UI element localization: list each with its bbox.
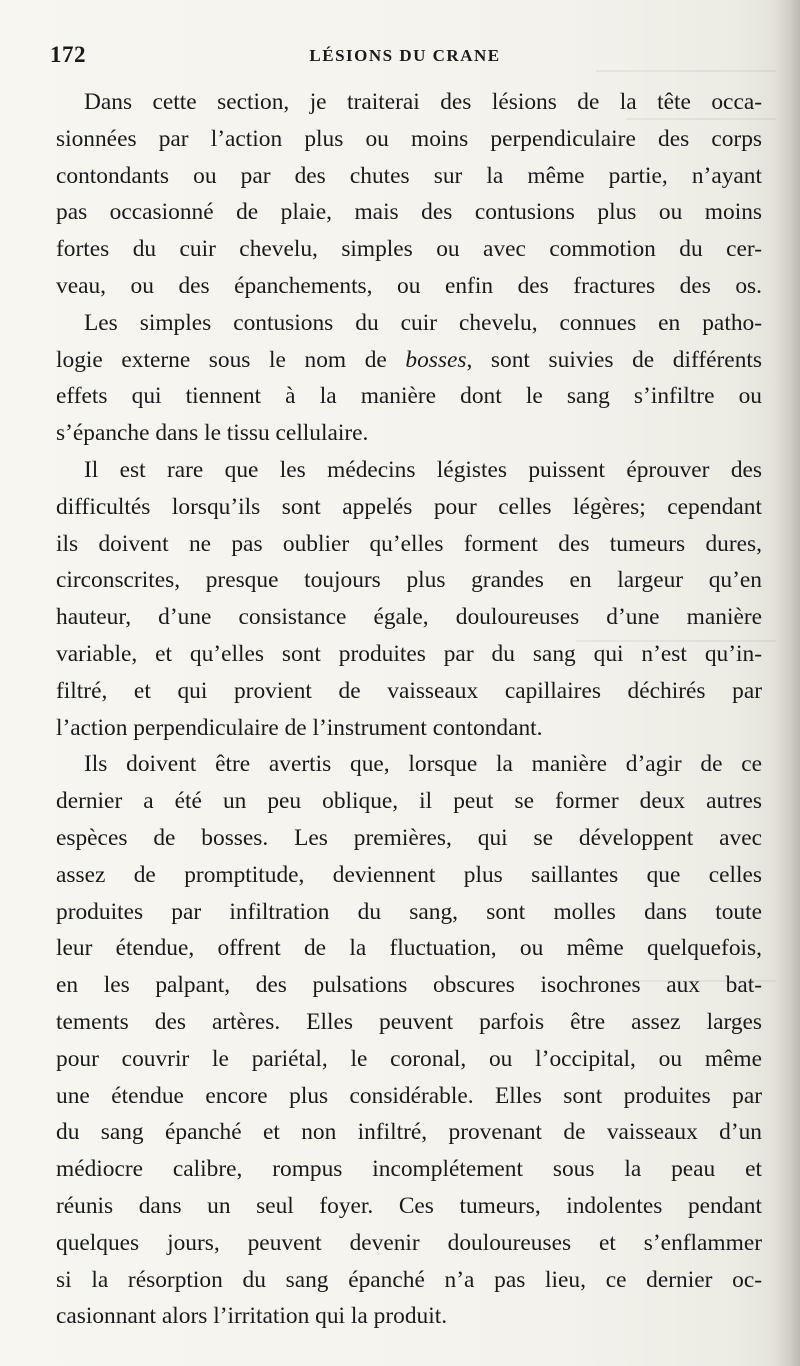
text-line: Les simples contusions du cuir chevelu, connues en patho- [84,309,762,336]
text-line: s’épanche dans le tissu cellulaire. [56,420,369,447]
text-line: circonscrites, presque toujours plus grandes en largeur qu’en [56,567,762,594]
text-line: quelques jours, peuvent devenir douloureuses et s’enflammer [56,1229,762,1256]
text-line: filtré, et qui provient de vaisseaux capillaires déchirés par [56,677,762,704]
text-line: sionnées par l’action plus ou moins perpendiculaire des corps [56,125,762,152]
text-line: pour couvrir le pariétal, le coronal, ou l’occipital, ou même [56,1045,762,1072]
text-line: du sang épanché et non infiltré, provenant de vaisseaux d’un [56,1119,762,1146]
text-line: difficultés lorsqu’ils sont appelés pour celles légères; cependant [56,493,762,520]
paragraph [56,746,762,1335]
text-line: tements des artères. Elles peuvent parfois être assez larges [56,1008,762,1035]
text-line: hauteur, d’une consistance égale, douloureuses d’une manière [56,604,762,631]
page-number: 172 [50,42,86,67]
text-line: logie externe sous le nom de bosses, sont suivies de différents [56,346,762,373]
text-line: variable, et qu’elles sont produites par du sang qui n’est qu’in- [56,640,762,667]
text-line: fortes du cuir chevelu, simples ou avec commotion du cer- [56,236,762,263]
text-line: Il est rare que les médecins légistes puissent éprouver des [84,456,762,483]
page-header [50,42,760,72]
text-line: casionnant alors l’irritation qui la produit. [56,1303,448,1330]
text-line: Dans cette section, je traiterai des lésions de la tête occa- [84,89,762,115]
text-line: contondants ou par des chutes sur la même partie, n’ayant [56,162,762,189]
italic-term: bosses [405,346,467,373]
text-line: leur étendue, offrent de la fluctuation, ou même quelquefois, [56,935,762,962]
paragraph [56,305,762,452]
text-line: si la résorption du sang épanché n’a pas lieu, ce dernier oc- [56,1266,762,1293]
text-line: ils doivent ne pas oublier qu’elles forment des tumeurs dures, [56,530,762,557]
text-line: espèces de bosses. Les premières, qui se développent avec [56,824,762,851]
text-line: assez de promptitude, deviennent plus saillantes que celles [56,861,762,888]
text-line: en les palpant, des pulsations obscures isochrones aux bat- [56,972,762,999]
text-line: réunis dans un seul foyer. Ces tumeurs, indolentes pendant [56,1192,762,1219]
text-line: effets qui tiennent à la manière dont le sang s’infiltre ou [56,383,762,410]
paragraph [56,84,762,305]
page-edge-shadow [774,0,800,1366]
text-line: l’action perpendiculaire de l’instrument contondant. [56,714,543,741]
text-line: veau, ou des épanchements, ou enfin des fractures des os. [56,272,762,299]
paragraph [56,452,762,746]
text-line: Ils doivent être avertis que, lorsque la manière d’agir de ce [84,751,762,778]
text-line: dernier a été un peu oblique, il peut se former deux autres [56,788,762,815]
text-line: produites par infiltration du sang, sont molles dans toute [56,898,762,925]
running-head: LÉSIONS DU CRANE [309,46,501,65]
text-line: pas occasionné de plaie, mais des contusions plus ou moins [56,199,762,226]
text-line: une étendue encore plus considérable. Elles sont produites par [56,1082,762,1109]
text-line: médiocre calibre, rompus incomplétement sous la peau et [56,1156,762,1183]
body-text [56,84,762,1335]
